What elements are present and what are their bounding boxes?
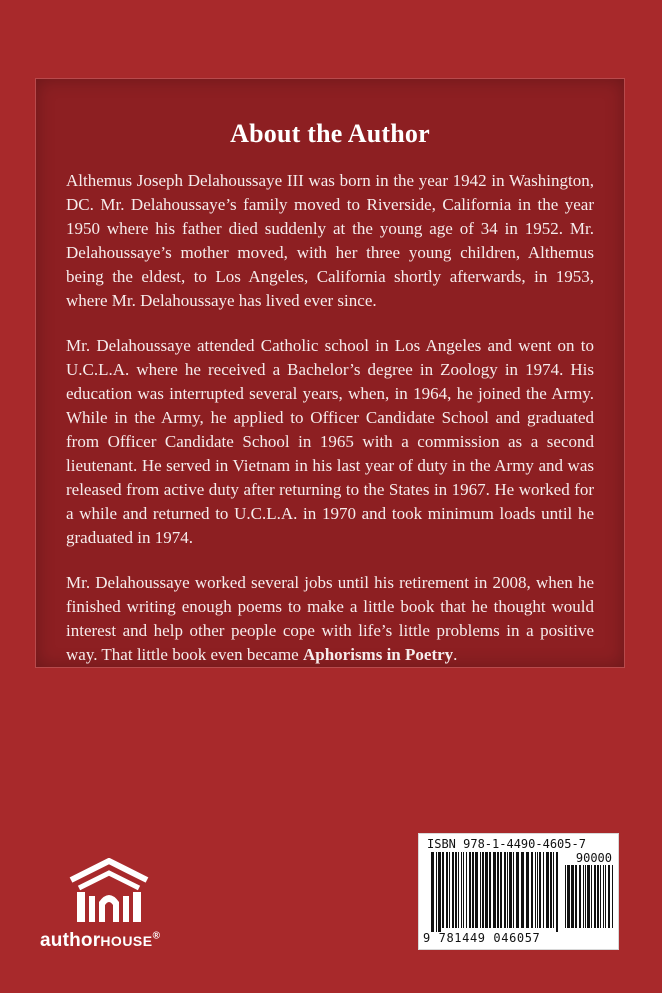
book-title: Aphorisms in Poetry [302,645,454,664]
barcode-addon-code: 90000 [575,851,612,865]
publisher-logo [40,858,200,958]
bio-paragraph-3 [66,571,594,667]
publisher-name [40,930,160,952]
author-bio [66,169,594,688]
bio-paragraph-2: Mr. Delahoussaye attended Catholic school in Los Angeles and went on to U.C.L.A. where he received a Bachelor’s degree in Zoology in 1974. His education was interrupted several years, when, in 1964, he joined the Army. While in the Army, he applied to Officer Candidate School and graduated from Officer Candidate School in 1965 with a commission as a second lieutenant. He served in Vietnam in his last year of duty in the Army and was released from active duty after returning to the States in 1967. He worked for a while and returned to U.C.L.A. in 1970 and took minimum loads until he graduated in 1974. [66,336,594,547]
barcode-digits: 9 781449 046057 [423,931,541,945]
about-author-panel [35,78,625,668]
publisher-name-part2: HOUSE [100,933,153,949]
about-author-title: About the Author [230,119,430,148]
barcode-bars-addon [565,865,613,932]
bio-paragraph-1: Althemus Joseph Delahoussaye III was born in the year 1942 in Washington, DC. Mr. Delahoussaye’s family moved to Riverside, California in the year 1950 where his father died suddenly at the young age of 34 in 1952. Mr. Delahoussaye’s mother moved, with her three young children, Althemus being the eldest, to Los Angeles, California shortly afterwards, in 1953, where Mr. Delahoussaye has lived ever since. [66,171,594,310]
isbn-label: ISBN 978-1-4490-4605-7 [427,837,586,851]
isbn-barcode [418,833,619,950]
bio-paragraph-3-end: . [453,645,458,664]
authorhouse-logo-icon [67,858,151,924]
registered-mark: ® [152,930,161,942]
barcode-bars-main [431,852,559,932]
publisher-name-part1: author [40,930,101,951]
bio-paragraph-3-text: Mr. Delahoussaye worked several jobs until his retirement in 2008, when he finished writing enough poems to make a little book that he thought would interest and help other people cope with life’s little problems in a positive way. That little book even became [66,573,594,664]
